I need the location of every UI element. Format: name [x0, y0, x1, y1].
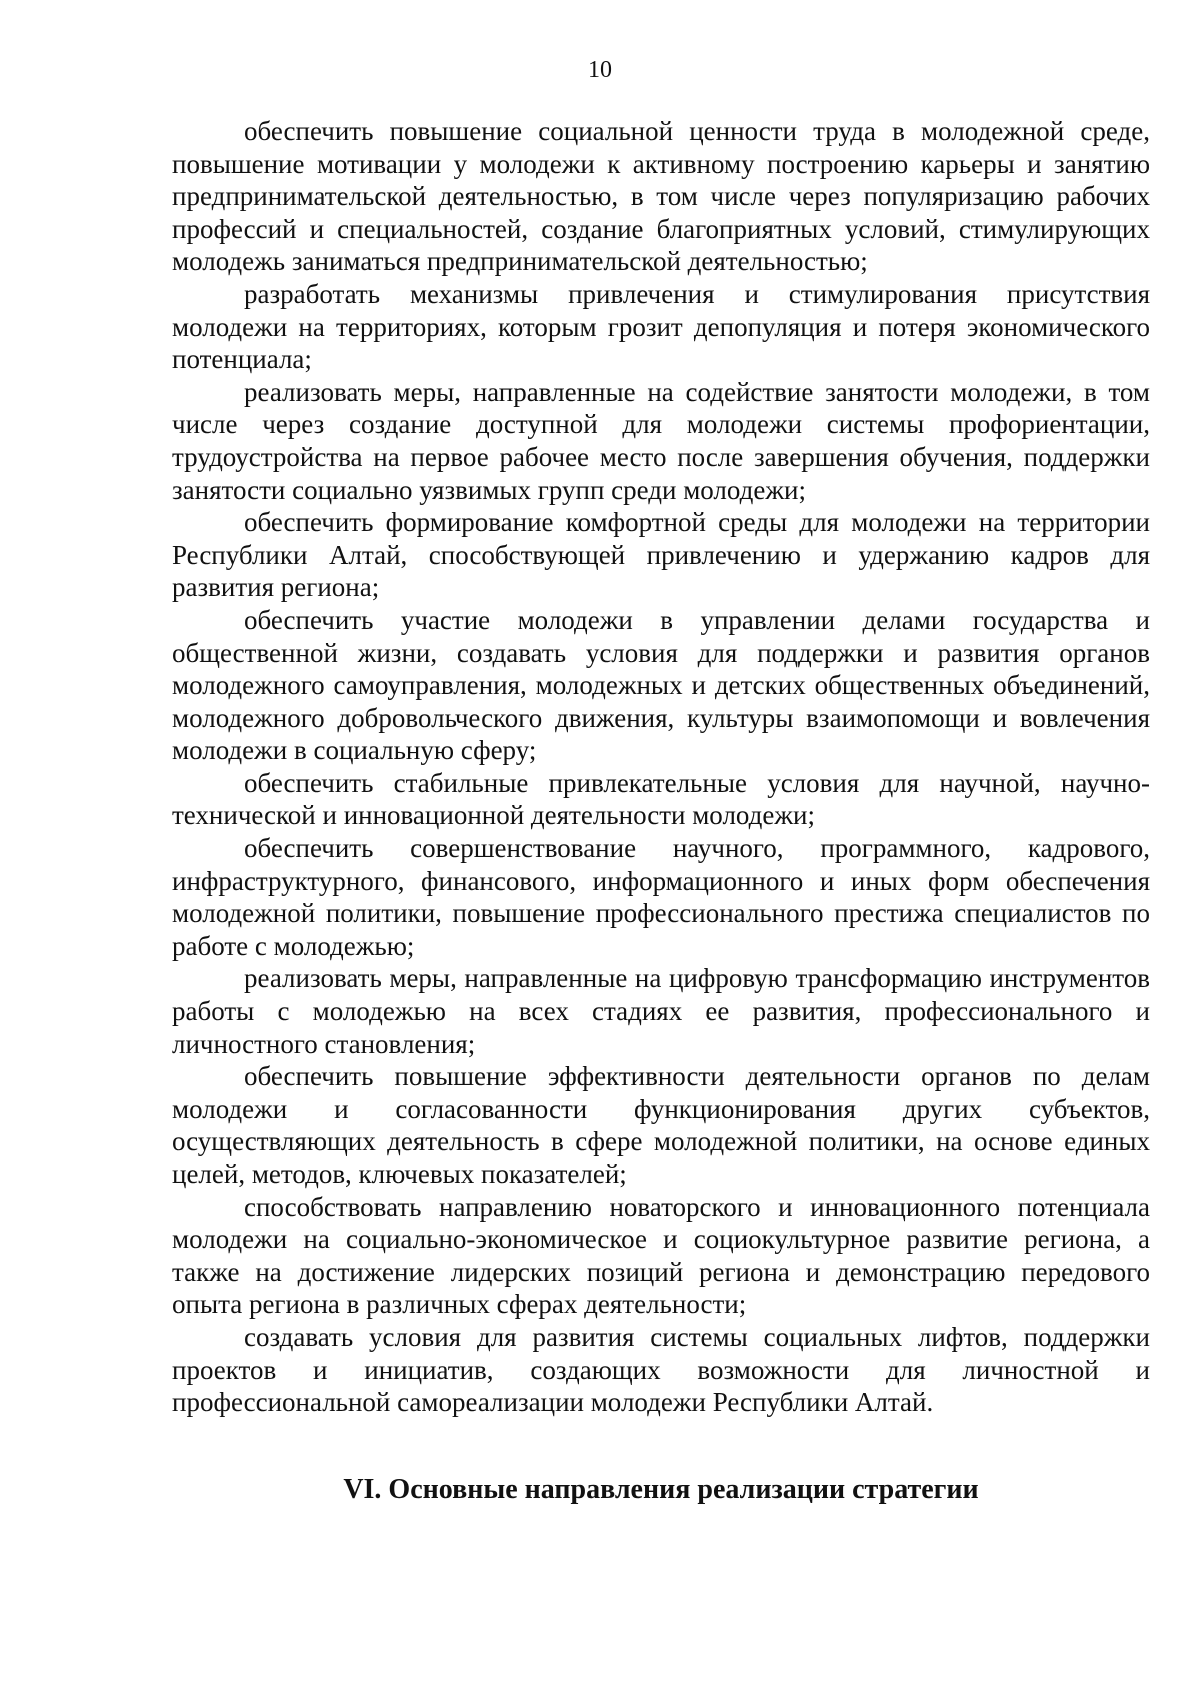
paragraph-4: обеспечить формирование комфортной среды для молодежи на территории Республики Алтай, способствующей привлечению и удержанию кадров для развития региона; [172, 507, 1150, 603]
paragraph-3: реализовать меры, направленные на содействие занятости молодежи, в том числе через создание доступной для молодежи системы профориентации, трудоустройства на первое рабочее место после завершения обучения, поддержки занятости социально уязвимых групп среди молодежи; [172, 376, 1150, 505]
paragraph-1: обеспечить повышение социальной ценности труда в молодежной среде, повышение мотивации у молодежи к активному построению карьеры и занятию предпринимательской деятельностью, в том числе через популяризацию рабочих профессий и специальностей, создание благоприятных условий, стимулирующих молодежь заниматься предпринимательской деятельностью; [172, 116, 1150, 277]
body-text [172, 115, 1150, 1419]
paragraph-8: реализовать меры, направленные на цифровую трансформацию инструментов работы с молодежью на всех стадиях ее развития, профессионального и личностного становления; [172, 963, 1150, 1059]
paragraph-6: обеспечить стабильные привлекательные условия для научной, научно-технической и инновационной деятельности молодежи; [172, 767, 1150, 831]
paragraph-7: обеспечить совершенствование научного, программного, кадрового, инфраструктурного, финансового, информационного и иных форм обеспечения молодежной политики, повышение профессионального престижа специалистов по работе с молодежью; [172, 833, 1150, 961]
paragraph-9: обеспечить повышение эффективности деятельности органов по делам молодежи и согласованности функционирования других субъектов, осуществляющих деятельность в сфере молодежной политики, на основе единых целей, методов, ключевых показателей; [172, 1061, 1150, 1189]
paragraph-2: разработать механизмы привлечения и стимулирования присутствия молодежи на территориях, которым грозит депопуляция и потеря экономического потенциала; [172, 278, 1150, 375]
paragraph-5: обеспечить участие молодежи в управлении делами государства и общественной жизни, создавать условия для поддержки и развития органов молодежного самоуправления, молодежных и детских общественных объединений, молодежного добровольческого движения, культуры взаимопомощи и вовлечения молодежи в социальную сферу; [172, 604, 1150, 766]
paragraph-10: способствовать направлению новаторского и инновационного потенциала молодежи на социально-экономическое и социокультурное развитие региона, а также на достижение лидерских позиций региона и демонстрацию передового опыта региона в различных сферах деятельности; [172, 1191, 1150, 1320]
page-number: 10 [588, 57, 612, 83]
section-heading: VI. Основные направления реализации стратегии [343, 1474, 979, 1505]
paragraph-11: создавать условия для развития системы социальных лифтов, поддержки проектов и инициатив, создающих возможности для личностной и профессиональной самореализации молодежи Республики Алтай. [172, 1321, 1150, 1418]
